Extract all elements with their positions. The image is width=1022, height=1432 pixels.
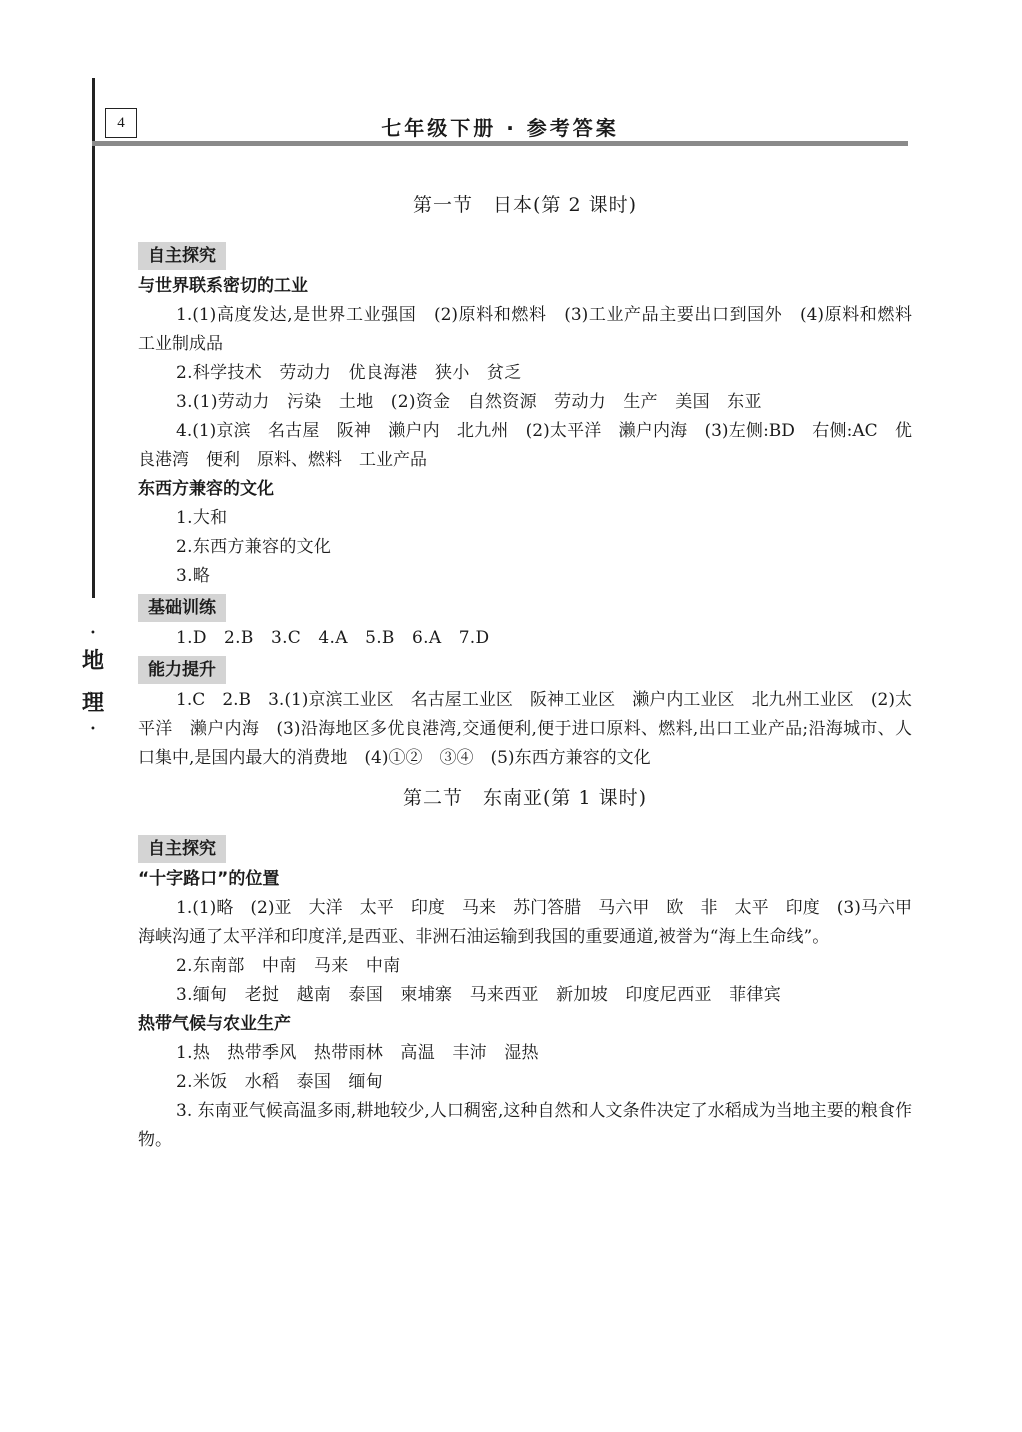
margin-rule (92, 78, 95, 598)
page-number: 4 (105, 108, 137, 138)
ability-answers: 1.C 2.B 3.(1)京滨工业区 名古屋工业区 阪神工业区 濑户内工业区 北九州工业区 (2)太平洋 濑户内海 (3)沿海地区多优良港湾,交通便利,便于进口原料、燃料,出口工业产品;沿海城市、人口集中,是国内最大的消费地 (4)①② ③④ (5)东西方兼容的文化 (138, 690, 912, 768)
sidebar-char-di: 地 (81, 648, 104, 674)
climate-answer-3: 3. 东南亚气候高温多雨,耕地较少,人口稠密,这种自然和人文条件决定了水稻成为当地主要的粮食作物。 (138, 1101, 912, 1150)
climate-answer-1: 1.热 热带季风 热带雨林 高温 丰沛 湿热 (176, 1043, 539, 1063)
section-title-southeast-asia: 第二节 东南亚(第 1 课时) (403, 787, 647, 809)
tag-basic-training: 基础训练 (138, 594, 226, 622)
answer-2-q1: 1.(1)略 (2)亚 大洋 太平 印度 马来 苏门答腊 马六甲 欧 非 太平 印度 (3)马六甲海峡沟通了太平洋和印度洋,是西亚、非洲石油运输到我国的重要通道,被誉为“海上生命线”。 (138, 898, 912, 947)
subheading-crossroads: “十字路口”的位置 (138, 869, 280, 889)
answer-q3: 3.(1)劳动力 污染 土地 (2)资金 自然资源 劳动力 生产 美国 东亚 (176, 392, 762, 412)
culture-answer-2: 2.东西方兼容的文化 (176, 537, 332, 557)
subheading-industry: 与世界联系密切的工业 (138, 276, 308, 296)
sidebar-dot-bottom: • (90, 724, 96, 735)
subheading-culture: 东西方兼容的文化 (138, 479, 274, 499)
sidebar-dot-top: • (90, 628, 96, 639)
answer-q4: 4.(1)京滨 名古屋 阪神 濑户内 北九州 (2)太平洋 濑户内海 (3)左侧:BD 右侧:AC 优良港湾 便利 原料、燃料 工业产品 (138, 421, 912, 470)
answer-content (138, 190, 929, 1155)
header-divider (92, 141, 908, 146)
subheading-climate: 热带气候与农业生产 (138, 1014, 291, 1034)
answer-q2: 2.科学技术 劳动力 优良海港 狭小 贫乏 (176, 363, 522, 383)
answer-2-q3: 3.缅甸 老挝 越南 泰国 柬埔寨 马来西亚 新加坡 印度尼西亚 菲律宾 (176, 985, 782, 1005)
climate-answer-2: 2.米饭 水稻 泰国 缅甸 (176, 1072, 384, 1092)
basic-training-answers: 1.D 2.B 3.C 4.A 5.B 6.A 7.D (176, 628, 490, 648)
running-header: 七年级下册 · 参考答案 (381, 116, 619, 140)
tag-self-study: 自主探究 (138, 242, 226, 270)
tag-ability: 能力提升 (138, 656, 226, 684)
subject-sidebar (78, 628, 108, 736)
tag-self-study-2: 自主探究 (138, 835, 226, 863)
answer-q1: 1.(1)高度发达,是世界工业强国 (2)原料和燃料 (3)工业产品主要出口到国外 (4)原料和燃料 工业制成品 (138, 305, 929, 354)
culture-answer-3: 3.略 (176, 566, 211, 586)
culture-answer-1: 1.大和 (176, 508, 228, 528)
answer-2-q2: 2.东南部 中南 马来 中南 (176, 956, 401, 976)
sidebar-char-li: 理 (81, 690, 104, 716)
section-title-japan: 第一节 日本(第 2 课时) (413, 194, 637, 216)
